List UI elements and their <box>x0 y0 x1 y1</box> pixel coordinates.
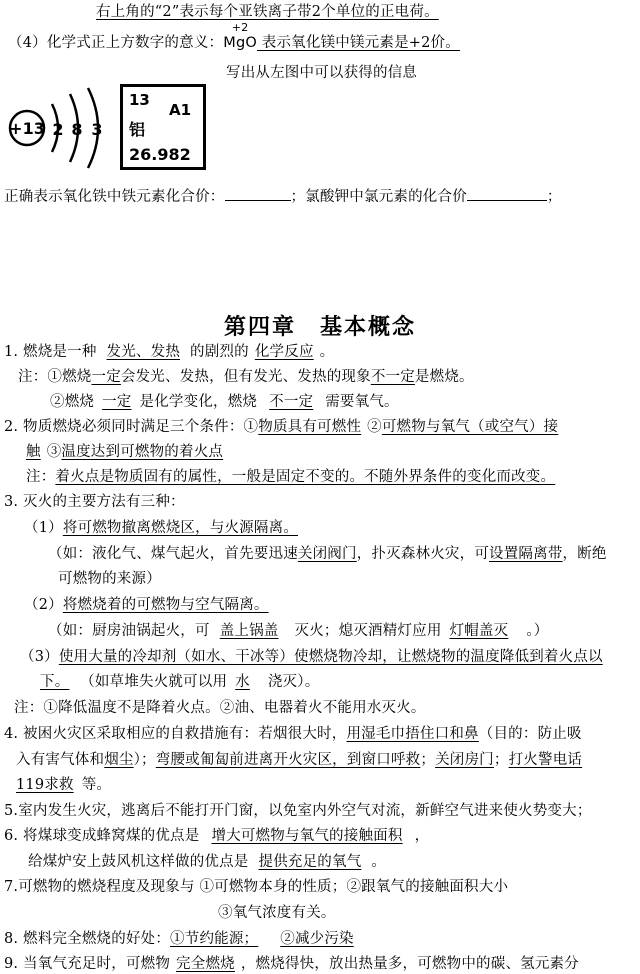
atomic-mass: 26.982 <box>129 145 191 164</box>
item-6-blower: 给煤炉安上鼓风机这样做的优点是 提供充足的氧气 。 <box>28 854 387 870</box>
shell-electrons: 3 <box>91 120 103 139</box>
info-prompt: 写出从左图中可以获得的信息 <box>226 65 418 81</box>
method-3-continuation: 下。 （如草堆失火就可以用 水 浇灭）。 <box>40 674 320 690</box>
shell-electrons: 2 <box>52 120 64 139</box>
atomic-number: 13 <box>129 91 150 109</box>
item-3-extinguishing-methods: 3. 灭火的主要方法有三种： <box>4 494 185 510</box>
item-4-continuation: 入有害气体和烟尘）；弯腰或匍匐前进离开火灾区，到窗口呼救；关闭房门；打火警电话 <box>16 752 583 768</box>
atom-structure-diagram <box>6 86 116 170</box>
item-8-complete-combustion: 8. 燃料完全燃烧的好处：①节约能源； ②减少污染 <box>4 931 354 947</box>
item-4-self-rescue: 4. 被困火灾区采取相应的自救措施有：若烟很大时，用湿毛巾捂住口和鼻（目的：防止吸 <box>4 726 582 742</box>
mgo-formula: +2 MgO <box>223 21 257 51</box>
formula-meaning-label: （4）化学式正上方数字的意义： <box>8 35 224 51</box>
line-formula-meaning <box>8 21 460 53</box>
method-1-example: （如：液化气、煤气起火，首先要迅速关闭阀门，扑灭森林火灾，可设置隔离带，断绝 <box>48 546 607 562</box>
item-7-continuation: ③氧气浓度有关。 <box>218 905 336 921</box>
item-2-combustion-conditions: 2. 物质燃烧必须同时满足三个条件：①物质具有可燃性 ②可燃物与氧气（或空气）接 <box>4 419 559 435</box>
nucleus-charge: +13 <box>9 119 45 138</box>
note-1: 注：①燃烧一定会发光、发热，但有发光、发热的现象不一定是燃烧。 <box>18 369 474 385</box>
item-3-note: 注：①降低温度不是降着火点。②油、电器着火不能用水灭火。 <box>14 700 426 716</box>
mgo-valence: +2 <box>231 21 249 34</box>
item-7-burning-factors: 7.可燃物的燃烧程度及现象与 ①可燃物本身的性质；②跟氧气的接触面积大小 <box>4 879 509 895</box>
line-iron-ion-charge: 右上角的“2”表示每个亚铁离子带2个单位的正电荷。 <box>96 4 439 20</box>
method-2: （2）将燃烧着的可燃物与空气隔离。 <box>24 597 269 613</box>
element-symbol: A1 <box>169 101 192 119</box>
item-2-continuation: 触 ③温度达到可燃物的着火点 <box>26 444 224 460</box>
answer-blank[interactable] <box>225 186 291 201</box>
shell-electrons: 8 <box>71 120 83 139</box>
item-9-sufficient-oxygen: 9. 当氧气充足时，可燃物 完全燃烧 ，燃烧得快，放出热量多，可燃物中的碳、氢元素分 <box>4 956 579 972</box>
method-1-example-cont: 可燃物的来源） <box>58 571 161 587</box>
method-3: （3）使用大量的冷却剂（如水、干冰等）使燃烧物冷却，让燃烧物的温度降低到着火点以 <box>20 649 603 665</box>
method-1: （1）将可燃物撤离燃烧区，与火源隔离。 <box>24 520 299 536</box>
answer-blank[interactable] <box>467 186 547 201</box>
item-1-combustion-definition: 1. 燃烧是一种 发光、发热 的剧烈的 化学反应 。 <box>4 344 335 360</box>
item-6-honeycomb-briquette: 6. 将煤球变成蜂窝煤的优点是 增大可燃物与氧气的接触面积 ， <box>4 828 430 844</box>
note-2: ②燃烧 一定 是化学变化，燃烧 不一定 需要氧气。 <box>50 394 399 410</box>
valence-question: 正确表示氧化铁中铁元素化合价： ；氯酸钾中氯元素的化合价 ； <box>4 186 562 207</box>
item-2-note: 注：着火点是物质固有的属性，一般是固定不变的。不随外界条件的变化而改变。 <box>26 469 556 485</box>
chapter-title: 第四章 基本概念 <box>223 314 417 340</box>
method-2-example: （如：厨房油锅起火，可 盖上锅盖 灭火；熄灭酒精灯应用 灯帽盖灭 。） <box>48 623 549 639</box>
formula-meaning-answer: +2 MgO 表示氧化镁中镁元素是+2价。 <box>223 21 460 51</box>
periodic-element-card <box>120 84 206 170</box>
element-name: 铝 <box>129 120 146 139</box>
item-5-indoor-fire: 5.室内发生火灾，逃离后不能打开门窗，以免室内外空气对流，新鲜空气进来使火势变大； <box>4 803 592 819</box>
item-4-end: 119求救 等。 <box>16 777 112 793</box>
